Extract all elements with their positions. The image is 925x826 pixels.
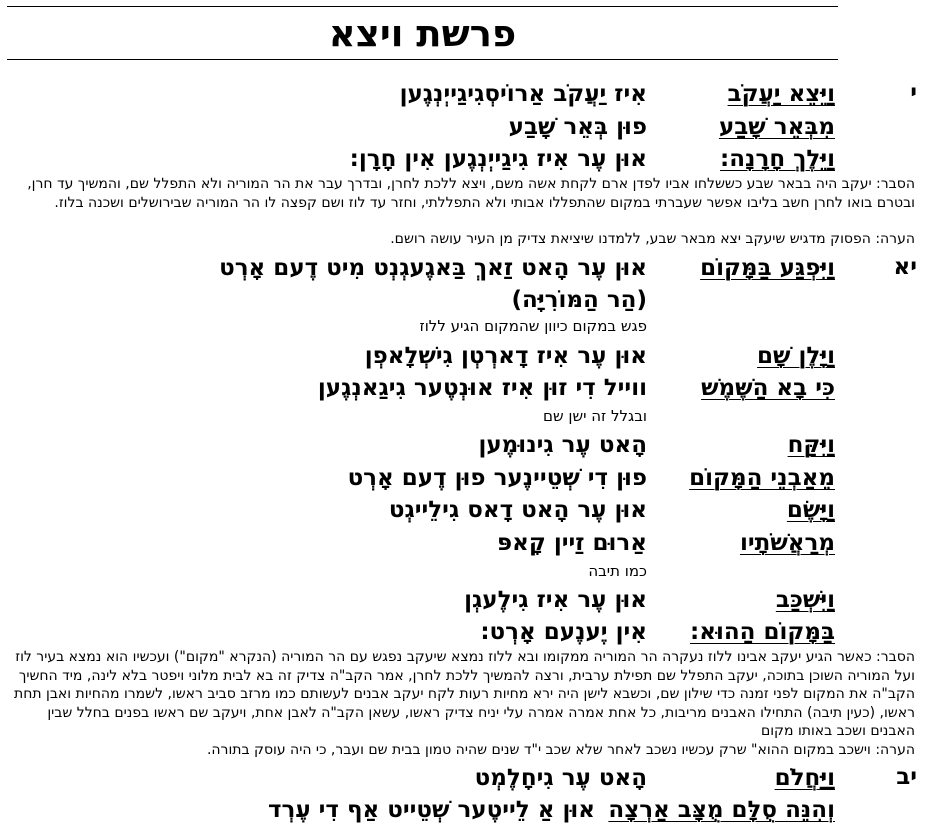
page-title: פרשת ויצא	[328, 12, 517, 55]
yiddish-translation: פוּן דִי שְׁטֵיינֶער פוּן דֶעם אָרְט	[347, 465, 647, 491]
yiddish-translation: ווייל דִי זוּן אִיז אוּנְטֶער גִיגַאנְגֶען	[317, 375, 647, 401]
yiddish-continuation: (הַר הַמּוֹרִיָּה)	[511, 287, 647, 313]
hebrew-text: וַיֵּלֶךְ חָרָנָה:	[720, 146, 835, 172]
hebrew-text: וַיִּשְׁכַּב	[775, 587, 835, 613]
verse-number: יב	[896, 764, 917, 790]
yiddish-translation: אוּן עֶר אִיז גִילֶעגְן	[464, 587, 647, 613]
hebrew-text: וַיִּקַּח	[787, 432, 835, 458]
verse-number: יא	[893, 254, 917, 280]
top-rule	[7, 6, 838, 7]
verse-line	[10, 794, 835, 826]
yiddish-translation: אוּן עֶר הָאט זַאךְ בַּאגֶעגְנְט מִיט דֶעם אָרְט	[219, 255, 647, 281]
yiddish-translation: פוּן בְּאֵר שָׁבַע	[508, 114, 647, 140]
verse-line	[10, 584, 835, 616]
hebrew-text: כִּי בָא הַשֶּׁמֶשׁ	[701, 375, 835, 401]
yiddish-translation: אוּן עֶר אִיז דָארְטְן גִישְׁלָאפְן	[364, 343, 647, 369]
title-underline	[7, 59, 838, 60]
verse-line	[10, 111, 835, 143]
hebrew-text: מִבְּאֵר שָׁבַע	[718, 114, 835, 140]
remark-paragraph: הערה: וישכב במקום ההוא" שרק עכשיו נשכב לאחר שלא שכב י"ד שנים שהיה טמון בבית שם ועבר, כי היה עוסק בתורה.	[206, 742, 915, 758]
verse-line	[10, 340, 835, 372]
verse-line	[10, 143, 835, 175]
yiddish-translation: אִין יֶענֶעם אָרְט:	[480, 619, 647, 645]
hebrew-text: וַיָּשֶׂם	[786, 497, 835, 523]
hebrew-text: וַיַּחֲלֹם	[774, 765, 835, 791]
explanation-paragraph: הסבר: כאשר הגיע יעקב אבינו ללוז נעקרה הר המוריה ממקומו ובא ללוז נמצא שיעקב נפגש עם הר המוריה (הנקרא "מקום") ועכשיו הוא נמצא בעיר לוז ועל המוריה השוכן בתוכה, יעקב התפלל שם תפילת ערבית, ורצה להמשיך ללכת לחרן, אמר הקב"ה צדיק זה בא לבית מלוני ויפטר בלא לינה, מיד החשיך הקב"ה את המקום לפני זמנה כדי שילון שם, וכשבא לישן היה ירא מחיות רעות לקח יעקב אבנים לעשותם כמו מרזב סביב ראשו, לשמרו מהחיות ואבן תחת ראשו, (כעין תיבה) התחילו האבנים מריבות, כל אחת אמרה אמרה עלי יניח צדיק ראשו, עשאן הקב"ה לאבן אחת, ויעקב שם ראשו בפנים בחלל שבין האבנים ושכב באותו מקום	[14, 649, 915, 739]
hebrew-text: בַּמָּקוֹם הַהוּא:	[690, 619, 835, 645]
hebrew-text: וְהִנֵּה סֻלָּם מֻצָּב אַרְצָה	[608, 797, 835, 823]
yiddish-translation: הָאט עֶר גִינוּמֶען	[478, 432, 647, 458]
hebrew-text: מֵאַבְנֵי הַמָּקוֹם	[689, 465, 835, 491]
yiddish-translation: אִיז יַעֲקֹב אַרוֹיסְגִיגַייְנְגֶען	[399, 81, 647, 107]
verse-line	[10, 762, 835, 794]
verse-line	[10, 372, 835, 404]
verse-line	[10, 429, 835, 461]
verse-line	[10, 462, 835, 494]
hebrew-text: וַיָּלֶן שָׁם	[757, 343, 835, 369]
yiddish-translation: אוּן עֶר אִיז גִיגַייְנְגֶען אִין חָרָן:	[349, 146, 647, 172]
inline-note: ובגלל זה ישן שם	[543, 407, 647, 425]
inline-note: כמו תיבה	[588, 562, 647, 580]
yiddish-translation: הָאט עֶר גִיחָלֶמְט	[474, 765, 647, 791]
verse-number: י	[910, 80, 917, 106]
remark-paragraph: הערה: הפסוק מדגיש שיעקב יצא מבאר שבע, ללמדנו שיציאת צדיק מן העיר עושה רושם.	[390, 231, 915, 247]
yiddish-translation: אַרוּם זַיין קָאפּ	[497, 530, 647, 556]
verse-line	[10, 494, 835, 526]
verse-line	[10, 252, 835, 284]
hebrew-text: וַיֵּצֵא יַעֲקֹב	[727, 81, 835, 107]
yiddish-translation: אוּן עֶר הָאט דָאס גִילֵייגְט	[388, 497, 647, 523]
verse-line	[10, 616, 835, 648]
inline-note: פגש במקום כיוון שהמקום הגיע ללוז	[419, 317, 647, 335]
verse-line	[10, 284, 835, 316]
yiddish-translation: אוּן אַ לֵייטֶער שְׁטֵייט אַף דִי עֶרְד	[267, 797, 595, 823]
explanation-paragraph: הסבר: יעקב היה בבאר שבע כששלחו אביו לפדן ארם לקחת אשה משם, ויצא ללכת לחרן, ובדרך עבר את הר המוריה ולא התפלל שם, והמשיך עד חרן, ובטרם בואו לחרן חשב בליבו אפשר שעברתי במקום שהתפללו אבותי ולא התפללתי, וחזר עד לוז ושם קפצה לו הר המוריה שבירושלים ושכנה בלוז.	[27, 176, 915, 211]
verse-line	[10, 527, 835, 559]
verse-line	[10, 78, 835, 110]
hebrew-text: מְרַאֲשֹׁתָיו	[739, 530, 835, 556]
hebrew-text: וַיִּפְגַּע בַּמָּקוֹם	[700, 255, 835, 281]
